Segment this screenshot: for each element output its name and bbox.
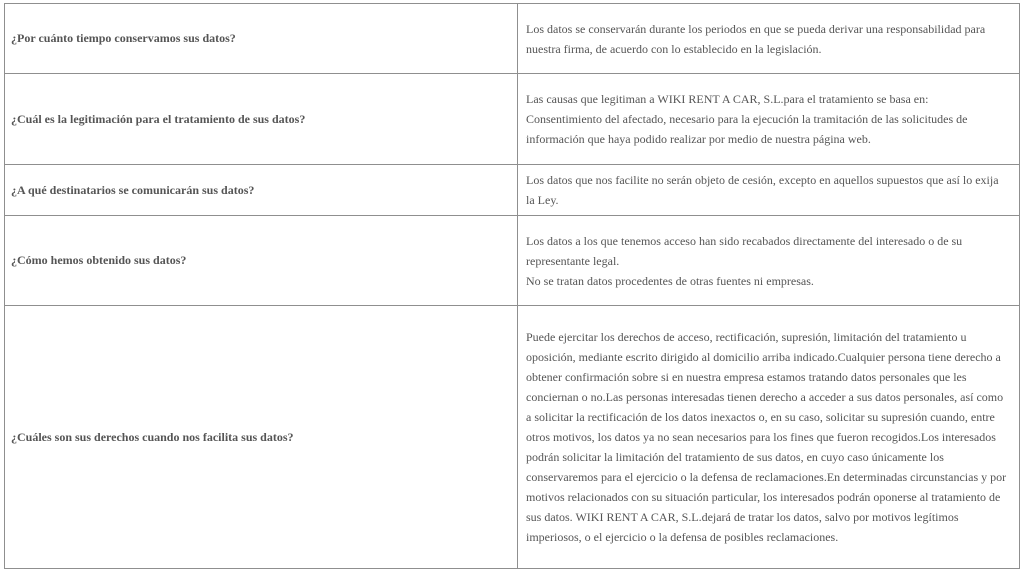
question-cell: ¿Por cuánto tiempo conservamos sus datos? bbox=[5, 4, 518, 74]
question-cell: ¿Cómo hemos obtenido sus datos? bbox=[5, 216, 518, 306]
question-cell: ¿A qué destinatarios se comunicarán sus datos? bbox=[5, 165, 518, 216]
privacy-info-table bbox=[4, 3, 1020, 569]
answer-paragraph: Los datos que nos facilite no serán objeto de cesión, excepto en aquellos supuestos que así lo exija la Ley. bbox=[526, 173, 999, 207]
answer-paragraph: Los datos se conservarán durante los periodos en que se pueda derivar una responsabilidad para nuestra firma, de acuerdo con lo establecido en la legislación. bbox=[526, 21, 986, 56]
table-row bbox=[5, 165, 1020, 216]
table-row bbox=[5, 216, 1020, 306]
table-row bbox=[5, 4, 1020, 74]
table-row bbox=[5, 74, 1020, 165]
question-cell: ¿Cuáles son sus derechos cuando nos facilita sus datos? bbox=[5, 306, 518, 569]
answer-paragraph: Puede ejercitar los derechos de acceso, rectificación, supresión, limitación del tratamiento u oposición, mediante escrito dirigido al domicilio arriba indicado.Cualquier persona tiene derecho a obtener confirmación sobre si en nuestra empresa estamos tratando datos personales que les conciernan o no.Las personas interesadas tienen derecho a acceder a sus datos personales, así como a solicitar la rectificación de los datos inexactos o, en su caso, solicitar su supresión cuando, entre otros motivos, los datos ya no sean necesarios para los fines que fueron recogidos.Los interesados podrán solicitar la limitación del tratamiento de sus datos, en cuyo caso únicamente los conservaremos para el ejercicio o la defensa de reclamaciones.En determinadas circunstancias y por motivos relacionados con su situación particular, los interesados podrán oponerse al tratamiento de sus datos. WIKI RENT A CAR, S.L.dejará de tratar los datos, salvo por motivos legítimos imperiosos, o el ejercicio o la defensa de posibles reclamaciones. bbox=[526, 330, 1007, 544]
privacy-table-container bbox=[4, 3, 1020, 569]
question-cell: ¿Cuál es la legitimación para el tratamiento de sus datos? bbox=[5, 74, 518, 165]
answer-cell bbox=[518, 74, 1020, 165]
answer-cell bbox=[518, 306, 1020, 569]
answer-cell bbox=[518, 216, 1020, 306]
answer-cell bbox=[518, 165, 1020, 216]
answer-paragraph: Los datos a los que tenemos acceso han sido recabados directamente del interesado o de su representante legal. bbox=[526, 233, 963, 268]
answer-paragraph: Las causas que legitiman a WIKI RENT A CAR, S.L.para el tratamiento se basa en: Consentimiento del afectado, necesario para la ejecución la tramitación de las solicitudes de información que haya podido realizar por medio de nuestra página web. bbox=[526, 92, 968, 146]
table-row bbox=[5, 306, 1020, 569]
answer-cell bbox=[518, 4, 1020, 74]
answer-paragraph: No se tratan datos procedentes de otras fuentes ni empresas. bbox=[526, 273, 814, 288]
